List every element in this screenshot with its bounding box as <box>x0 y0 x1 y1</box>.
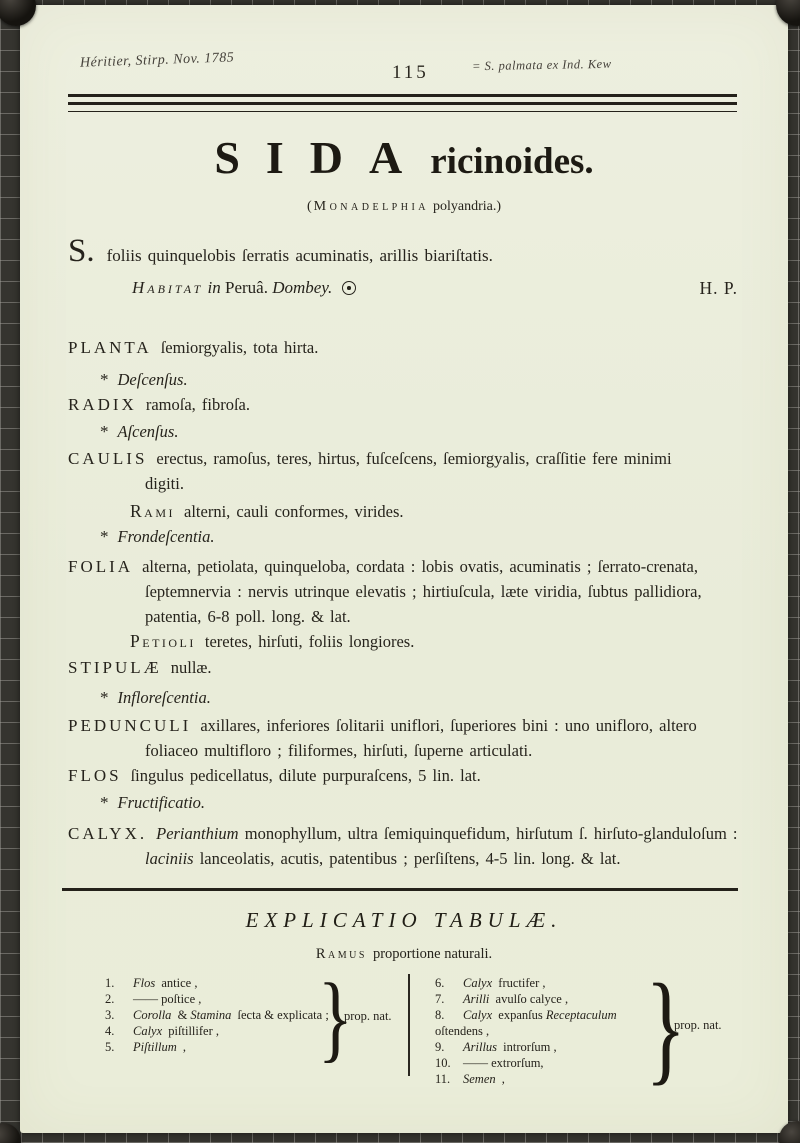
asterisk-mark: * <box>100 370 109 389</box>
species-epithet: ricinoides. <box>430 141 594 182</box>
description-row <box>68 446 738 496</box>
item-number: 6. <box>435 976 445 990</box>
description-row <box>68 763 738 788</box>
text-part: PEDUNCULI <box>68 716 192 735</box>
text-part: monophyllum, ultra ſemiquinquefidum, hirſutum ſ. hirſuto-glanduloſum : <box>238 824 738 843</box>
handwritten-synonym-note: = S. palmata ex Ind. Kew <box>471 56 612 74</box>
text-part: ſeptemnervia : nervis utrinque elevatis ; hirtiuſcula, læte viridia, ſubtus pallidiora, <box>145 582 702 601</box>
explicatio-item <box>435 1039 670 1055</box>
text-part: ſemiorgyalis, tota hirta. <box>160 338 319 357</box>
text-part: Fructificatio. <box>117 793 206 812</box>
text-part: STIPULÆ <box>68 658 162 677</box>
text-part: Deſcenſus. <box>117 370 188 389</box>
description-row <box>68 499 738 524</box>
description-row <box>68 524 738 549</box>
text-part: axillares, inferiores ſolitarii uniflori, ſuperiores bini : uno unifloro, altero <box>200 716 697 735</box>
explicatio-item <box>105 975 330 991</box>
text-part: avulſo calyce , <box>492 992 569 1006</box>
description-row <box>68 790 738 815</box>
right-brace: } <box>645 959 687 1096</box>
explicatio-item <box>105 991 330 1007</box>
text-part: & <box>174 1008 191 1022</box>
description-line <box>68 655 738 680</box>
ramus-text: proportione naturali. <box>372 946 493 962</box>
text-part: laciniis <box>145 849 194 868</box>
explicatio-item <box>105 1039 330 1055</box>
item-number: 10. <box>435 1056 451 1070</box>
herbarium-mark: H. P. <box>699 278 738 298</box>
genus-initial: S. <box>68 233 95 269</box>
description-line <box>68 524 738 549</box>
text-part: fructifer , <box>495 976 546 990</box>
document-page <box>20 5 788 1133</box>
right-brace-label: prop. nat. <box>674 1018 722 1032</box>
description-row <box>68 419 738 444</box>
header-ruled-divider <box>68 94 737 112</box>
description-line <box>68 790 738 815</box>
description-line <box>68 846 738 871</box>
text-part: FLOS <box>68 766 122 785</box>
text-part: , <box>179 1040 186 1054</box>
description-line <box>68 629 738 654</box>
explicatio-right-list <box>435 975 670 1087</box>
text-part: Aſcenſus. <box>117 422 179 441</box>
species-title <box>20 131 788 184</box>
text-part: Calyx <box>133 1024 163 1038</box>
rule-line <box>68 94 737 97</box>
explicatio-item <box>435 1055 670 1071</box>
description-line <box>68 685 738 710</box>
text-part: Piſtillum <box>133 1040 177 1054</box>
description-line <box>68 335 738 360</box>
item-number: 3. <box>105 1008 115 1022</box>
explicatio-item <box>435 991 670 1007</box>
description-row <box>68 655 738 680</box>
genus-name: SIDA <box>214 132 429 183</box>
description-row <box>68 335 738 360</box>
text-part: Arillus <box>463 1040 498 1054</box>
description-line <box>68 763 738 788</box>
column-divider-line <box>408 974 410 1076</box>
description-row <box>68 392 738 417</box>
item-number: 9. <box>435 1040 445 1054</box>
description-row <box>68 554 738 629</box>
item-number: 8. <box>435 1008 445 1022</box>
text-part: expanſus <box>495 1008 546 1022</box>
text-part: CALYX. <box>68 824 148 843</box>
text-part: ſecta & explicata ; <box>234 1008 329 1022</box>
text-part: nullæ. <box>170 658 212 677</box>
text-part: antice , <box>158 976 198 990</box>
left-brace: } <box>317 964 353 1071</box>
text-part: ſingulus pedicellatus, dilute purpuraſcens, 5 lin. lat. <box>130 766 481 785</box>
description-line <box>68 579 738 604</box>
text-part: Flos <box>133 976 156 990</box>
item-number: 5. <box>105 1040 115 1054</box>
description-line <box>68 367 738 392</box>
text-part: Rami <box>130 501 176 521</box>
left-brace-label: prop. nat. <box>344 1009 392 1023</box>
description-line <box>68 499 738 524</box>
explicatio-item <box>435 1071 670 1087</box>
habitat-preposition: in <box>207 278 221 297</box>
text-part: oſtendens , <box>435 1024 490 1038</box>
rule-line <box>68 111 737 112</box>
text-part: patentia, 6-8 poll. long. & lat. <box>145 607 351 626</box>
handwritten-source-note: Héritier, Stirp. Nov. 1785 <box>79 50 235 71</box>
text-part: digiti. <box>145 474 184 493</box>
text-part: PLANTA <box>68 338 152 357</box>
asterisk-mark: * <box>100 793 109 812</box>
text-part: Semen <box>463 1072 496 1086</box>
text-part: Perianthium <box>156 824 239 843</box>
text-part: FOLIA <box>68 557 134 576</box>
text-part: Petioli <box>130 631 196 651</box>
paren-open: ( <box>306 199 312 214</box>
description-line <box>68 392 738 417</box>
text-part: —— extrorſum, <box>463 1056 544 1070</box>
description-line <box>68 419 738 444</box>
text-part: CAULIS <box>68 449 148 468</box>
description-line <box>68 713 738 738</box>
explicatio-item <box>105 1007 330 1023</box>
diagnosis-text: foliis quinquelobis ſerratis acuminatis, arillis biariſtatis. <box>106 246 493 265</box>
explicatio-item <box>105 1023 330 1039</box>
text-part: alterna, petiolata, quinqueloba, cordata : lobis ovatis, acuminatis ; ſerrato-crenata, <box>142 557 698 576</box>
asterisk-mark: * <box>100 688 109 707</box>
class-name: Monadelphia <box>313 199 430 214</box>
text-part: Infloreſcentia. <box>117 688 211 707</box>
item-number: 2. <box>105 992 115 1006</box>
text-part: ramoſa, fibroſa. <box>145 395 251 414</box>
corner-weight-icon <box>0 1123 21 1143</box>
footer-ruled-divider <box>62 888 738 891</box>
description-row <box>68 821 738 871</box>
text-part: piſtillifer , <box>165 1024 219 1038</box>
description-line <box>68 604 738 629</box>
text-part: Corolla <box>133 1008 172 1022</box>
rule-line <box>68 102 737 105</box>
page-number: 115 <box>392 62 429 83</box>
order-name: polyandria.) <box>433 199 502 214</box>
description-row <box>68 685 738 710</box>
habitat-place: Peruâ. <box>225 278 268 297</box>
text-part: introrſum , <box>500 1040 557 1054</box>
description-line <box>68 554 738 579</box>
explicatio-item <box>435 1007 670 1039</box>
text-part: Frondeſcentia. <box>117 527 215 546</box>
annual-plant-sun-icon <box>342 281 356 295</box>
habitat-label: Habitat <box>132 278 204 297</box>
description-line <box>68 738 738 763</box>
description-list <box>68 335 738 871</box>
text-part: RADIX <box>68 395 137 414</box>
explicatio-left-list <box>105 975 330 1055</box>
item-number: 1. <box>105 976 115 990</box>
habitat-line <box>132 278 356 298</box>
text-part: Calyx <box>463 976 493 990</box>
description-row <box>68 367 738 392</box>
description-line <box>68 471 738 496</box>
item-number: 7. <box>435 992 445 1006</box>
asterisk-mark: * <box>100 527 109 546</box>
description-line <box>68 821 738 846</box>
item-number: 4. <box>105 1024 115 1038</box>
item-number: 11. <box>435 1072 451 1086</box>
linnaean-class-line <box>20 199 788 215</box>
text-part: erectus, ramoſus, teres, hirtus, fuſceſcens, ſemiorgyalis, craſſitie fere minimi <box>156 449 672 468</box>
explicatio-item <box>435 975 670 991</box>
text-part: Arilli <box>463 992 490 1006</box>
text-part: —— poſtice , <box>133 992 202 1006</box>
text-part: , <box>498 1072 505 1086</box>
text-part: Stamina <box>190 1008 232 1022</box>
ramus-label: Ramus <box>315 946 367 962</box>
collector-name: Dombey. <box>272 278 333 297</box>
text-part: foliaceo multifloro ; filiformes, hirſuti, ſuperne articulati. <box>145 741 533 760</box>
text-part: alterni, cauli conformes, virides. <box>184 502 404 521</box>
text-part: Calyx <box>463 1008 493 1022</box>
text-part: Receptaculum <box>545 1008 617 1022</box>
plate-explanation-heading: EXPLICATIO TABULÆ. <box>245 908 563 932</box>
description-row <box>68 713 738 763</box>
text-part: lanceolatis, acutis, patentibus ; perſiſtens, 4-5 lin. long. & lat. <box>193 849 621 868</box>
description-line <box>68 446 738 471</box>
asterisk-mark: * <box>100 422 109 441</box>
text-part: teretes, hirſuti, foliis longiores. <box>204 632 415 651</box>
description-row <box>68 629 738 654</box>
diagnosis-line <box>68 233 493 270</box>
